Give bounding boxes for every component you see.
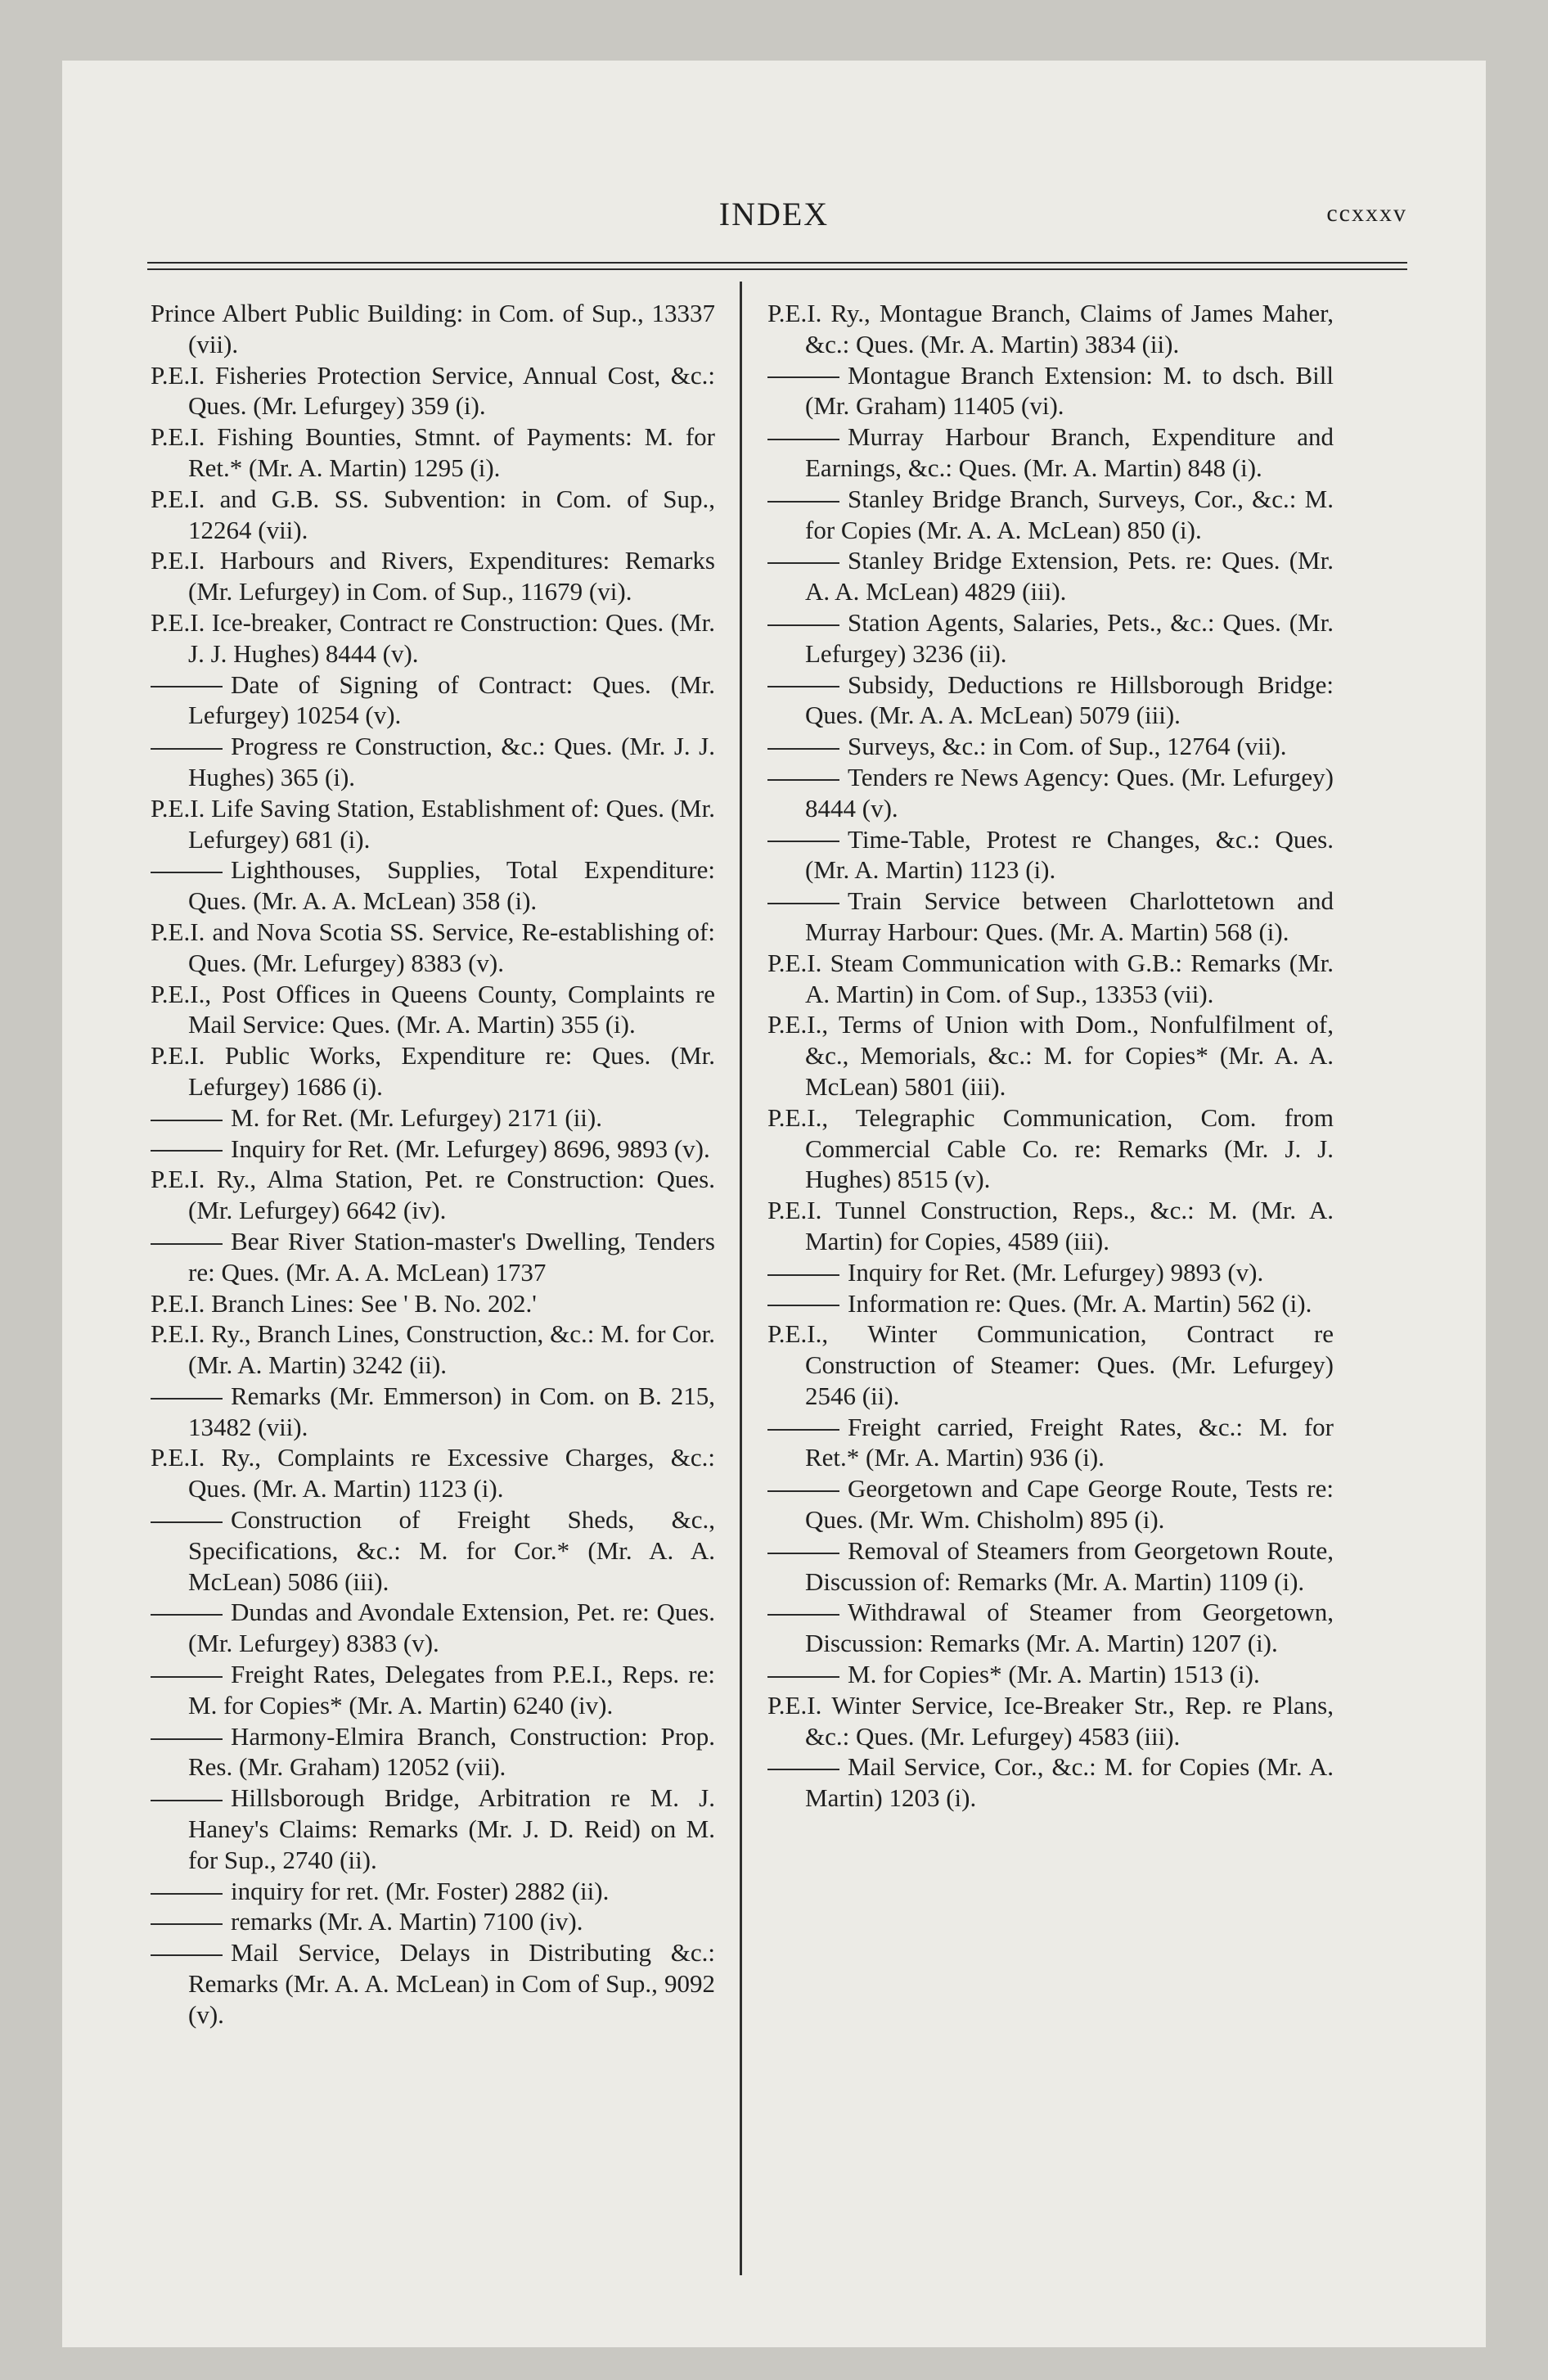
ditto-dash [767, 624, 839, 626]
index-subentry [767, 1257, 1334, 1288]
entry-text: Construction of Freight Sheds, &c., Specifications, &c.: M. for Cor.* (Mr. A. A. McLean) 5086 (iii). [188, 1505, 715, 1596]
entry-text: remarks (Mr. A. Martin) 7100 (iv). [231, 1907, 583, 1936]
entry-text: Dundas and Avondale Extension, Pet. re: Ques. (Mr. Lefurgey) 8383 (v). [188, 1598, 715, 1658]
index-subentry [767, 824, 1334, 886]
index-subentry [767, 1659, 1334, 1690]
index-subentry [767, 669, 1334, 732]
index-entry [151, 484, 715, 546]
ditto-dash [767, 686, 839, 687]
entry-text: P.E.I. Life Saving Station, Establishment of: Ques. (Mr. Lefurgey) 681 (i). [151, 793, 715, 854]
index-subentry [151, 1504, 715, 1597]
entry-text: Inquiry for Ret. (Mr. Lefurgey) 9893 (v). [848, 1257, 1264, 1287]
index-subentry [151, 1721, 715, 1783]
ditto-dash [151, 686, 223, 687]
entry-text: Removal of Steamers from Georgetown Route, Discussion of: Remarks (Mr. A. Martin) 1109 (i). [805, 1535, 1334, 1596]
ditto-dash [151, 1398, 223, 1400]
ditto-dash [767, 748, 839, 750]
index-subentry [151, 1102, 715, 1134]
index-entry [151, 1318, 715, 1381]
ditto-dash [767, 1769, 839, 1770]
index-entry [767, 1195, 1334, 1257]
running-head [62, 195, 1486, 236]
entry-text: Station Agents, Salaries, Pets., &c.: Ques. (Mr. Lefurgey) 3236 (ii). [805, 607, 1334, 668]
entry-text: P.E.I. Ry., Montague Branch, Claims of James Maher, &c.: Ques. (Mr. A. Martin) 3834 (ii). [767, 299, 1334, 358]
entry-text: Withdrawal of Steamer from Georgetown, Discussion: Remarks (Mr. A. Martin) 1207 (i). [805, 1598, 1334, 1658]
entry-text: Tenders re News Agency: Ques. (Mr. Lefurgey) 8444 (v). [805, 762, 1334, 823]
ditto-dash [151, 1243, 223, 1245]
entry-text: M. for Ret. (Mr. Lefurgey) 2171 (ii). [231, 1102, 602, 1132]
entry-text: P.E.I. Fishing Bounties, Stmnt. of Payments: M. for Ret.* (Mr. A. Martin) 1295 (i). [151, 422, 715, 482]
index-entry [151, 421, 715, 484]
entry-text: P.E.I., Post Offices in Queens County, Complaints re Mail Service: Ques. (Mr. A. Martin) 355 (i). [151, 979, 715, 1039]
index-subentry [767, 607, 1334, 669]
entry-text: P.E.I. Ry., Branch Lines, Construction, &c.: M. for Cor. (Mr. A. Martin) 3242 (ii). [151, 1319, 715, 1380]
entry-text: inquiry for ret. (Mr. Foster) 2882 (ii). [231, 1876, 610, 1905]
index-entry [151, 1442, 715, 1504]
right-column [767, 298, 1334, 1814]
entry-text: P.E.I. Winter Service, Ice-Breaker Str., Rep. re Plans, &c.: Ques. (Mr. Lefurgey) 4583 (iii). [767, 1690, 1334, 1751]
index-entry [151, 1164, 715, 1226]
index-subentry [767, 421, 1334, 484]
ditto-dash [151, 1120, 223, 1121]
ditto-dash [151, 1614, 223, 1616]
ditto-dash [151, 1150, 223, 1152]
entry-text: Stanley Bridge Extension, Pets. re: Ques. (Mr. A. A. McLean) 4829 (iii). [805, 546, 1334, 606]
index-subentry [151, 1906, 715, 1937]
entry-text: P.E.I. Fisheries Protection Service, Annual Cost, &c.: Ques. (Mr. Lefurgey) 359 (i). [151, 360, 715, 421]
entry-text: Freight Rates, Delegates from P.E.I., Reps. re: M. for Copies* (Mr. A. Martin) 6240 (iv). [188, 1660, 715, 1720]
index-subentry [151, 1937, 715, 2030]
index-subentry [151, 1134, 715, 1165]
index-entry [151, 607, 715, 669]
entry-text: Subsidy, Deductions re Hillsborough Bridge: Ques. (Mr. A. A. McLean) 5079 (iii). [805, 669, 1334, 730]
entry-text: Inquiry for Ret. (Mr. Lefurgey) 8696, 9893 (v). [231, 1134, 710, 1163]
index-subentry [151, 1597, 715, 1659]
index-subentry [767, 1412, 1334, 1474]
entry-text: P.E.I., Telegraphic Communication, Com. from Commercial Cable Co. re: Remarks (Mr. J. J. Hughes) 8515 (v). [767, 1102, 1334, 1194]
index-subentry [767, 731, 1334, 762]
index-page [62, 61, 1486, 2347]
entry-text: Mail Service, Cor., &c.: M. for Copies (Mr. A. Martin) 1203 (i). [805, 1752, 1334, 1813]
index-entry [151, 298, 715, 360]
index-subentry [767, 1288, 1334, 1319]
entry-text: P.E.I. Public Works, Expenditure re: Ques. (Mr. Lefurgey) 1686 (i). [151, 1041, 715, 1101]
index-entry [151, 1288, 715, 1319]
ditto-dash [767, 1305, 839, 1306]
entry-text: Georgetown and Cape George Route, Tests re: Ques. (Mr. Wm. Chisholm) 895 (i). [805, 1474, 1334, 1535]
ditto-dash [767, 562, 839, 564]
index-entry [151, 1040, 715, 1102]
index-subentry [151, 731, 715, 793]
entry-text: Train Service between Charlottetown and Murray Harbour: Ques. (Mr. A. Martin) 568 (i). [805, 886, 1334, 946]
index-subentry [151, 1659, 715, 1721]
ditto-dash [767, 841, 839, 842]
index-subentry [151, 1783, 715, 1875]
page-number: ccxxxv [1326, 200, 1407, 227]
ditto-dash [151, 1521, 223, 1523]
entry-text: Mail Service, Delays in Distributing &c.: Remarks (Mr. A. A. McLean) in Com of Sup., 9092 (v). [188, 1938, 715, 2029]
index-entry [767, 1690, 1334, 1752]
index-subentry [767, 545, 1334, 607]
index-entry [767, 948, 1334, 1010]
entry-text: Hillsborough Bridge, Arbitration re M. J. Haney's Claims: Remarks (Mr. J. D. Reid) on M. for Sup., 2740 (ii). [188, 1783, 715, 1874]
ditto-dash [767, 501, 839, 503]
header-rule-bottom [147, 268, 1407, 270]
column-divider [740, 282, 742, 2275]
entry-text: Time-Table, Protest re Changes, &c.: Ques. (Mr. A. Martin) 1123 (i). [805, 824, 1334, 885]
index-subentry [767, 360, 1334, 422]
entry-text: Murray Harbour Branch, Expenditure and Earnings, &c.: Ques. (Mr. A. Martin) 848 (i). [805, 422, 1334, 482]
entry-text: P.E.I. Tunnel Construction, Reps., &c.: M. (Mr. A. Martin) for Copies, 4589 (iii). [767, 1196, 1334, 1255]
entry-text: Prince Albert Public Building: in Com. of Sup., 13337 (vii). [151, 299, 715, 358]
entry-text: Lighthouses, Supplies, Total Expenditure: Ques. (Mr. A. A. McLean) 358 (i). [188, 855, 715, 916]
index-entry [151, 917, 715, 979]
index-entry [767, 298, 1334, 360]
ditto-dash [151, 1893, 223, 1895]
entry-text: Stanley Bridge Branch, Surveys, Cor., &c.: M. for Copies (Mr. A. A. McLean) 850 (i). [805, 484, 1334, 544]
ditto-dash [151, 1676, 223, 1678]
index-subentry [151, 854, 715, 917]
entry-text: Remarks (Mr. Emmerson) in Com. on B. 215, 13482 (vii). [188, 1381, 715, 1441]
entry-text: P.E.I. and G.B. SS. Subvention: in Com. of Sup., 12264 (vii). [151, 484, 715, 544]
index-entry [767, 1318, 1334, 1411]
ditto-dash [151, 872, 223, 873]
index-entry [151, 793, 715, 855]
index-subentry [767, 1751, 1334, 1814]
index-subentry [767, 1535, 1334, 1598]
entry-text: P.E.I. Branch Lines: See ' B. No. 202.' [151, 1288, 537, 1318]
ditto-dash [767, 1490, 839, 1492]
entry-text: P.E.I. Ry., Complaints re Excessive Charges, &c.: Ques. (Mr. A. Martin) 1123 (i). [151, 1443, 715, 1503]
index-entry [767, 1102, 1334, 1195]
page-title: INDEX [718, 196, 830, 232]
entry-text: Harmony-Elmira Branch, Construction: Prop. Res. (Mr. Graham) 12052 (vii). [188, 1721, 715, 1782]
entry-text: P.E.I. and Nova Scotia SS. Service, Re-establishing of: Ques. (Mr. Lefurgey) 8383 (v). [151, 917, 715, 977]
ditto-dash [767, 1274, 839, 1276]
index-subentry [767, 1597, 1334, 1659]
index-subentry [767, 1473, 1334, 1535]
header-rule-top [147, 262, 1407, 264]
entry-text: P.E.I. Steam Communication with G.B.: Remarks (Mr. A. Martin) in Com. of Sup., 13353 (vii). [767, 948, 1334, 1008]
ditto-dash [767, 903, 839, 904]
ditto-dash [767, 1429, 839, 1431]
index-entry [151, 360, 715, 422]
ditto-dash [151, 1923, 223, 1925]
entry-text: Information re: Ques. (Mr. A. Martin) 562 (i). [848, 1288, 1312, 1318]
ditto-dash [767, 1676, 839, 1678]
entry-text: Date of Signing of Contract: Ques. (Mr. Lefurgey) 10254 (v). [188, 669, 715, 730]
index-entry [767, 1009, 1334, 1102]
entry-text: P.E.I. Ice-breaker, Contract re Construction: Ques. (Mr. J. J. Hughes) 8444 (v). [151, 607, 715, 668]
index-subentry [151, 1226, 715, 1288]
index-subentry [767, 762, 1334, 824]
entry-text: P.E.I. Ry., Alma Station, Pet. re Construction: Ques. (Mr. Lefurgey) 6642 (iv). [151, 1165, 715, 1225]
ditto-dash [767, 1553, 839, 1554]
ditto-dash [151, 1800, 223, 1801]
ditto-dash [767, 1614, 839, 1616]
index-subentry [151, 669, 715, 732]
index-subentry [151, 1381, 715, 1443]
entry-text: Montague Branch Extension: M. to dsch. Bill (Mr. Graham) 11405 (vi). [805, 360, 1334, 421]
ditto-dash [151, 748, 223, 750]
entry-text: Surveys, &c.: in Com. of Sup., 12764 (vii). [848, 732, 1287, 761]
entry-text: P.E.I. Harbours and Rivers, Expenditures: Remarks (Mr. Lefurgey) in Com. of Sup., 11679 (vi). [151, 546, 715, 606]
entry-text: Freight carried, Freight Rates, &c.: M. for Ret.* (Mr. A. Martin) 936 (i). [805, 1412, 1334, 1472]
index-subentry [151, 1876, 715, 1907]
ditto-dash [767, 779, 839, 781]
index-entry [151, 979, 715, 1041]
entry-text: Progress re Construction, &c.: Ques. (Mr. J. J. Hughes) 365 (i). [188, 732, 715, 791]
entry-text: P.E.I., Winter Communication, Contract re Construction of Steamer: Ques. (Mr. Lefurgey) 2546 (ii). [767, 1319, 1334, 1410]
index-subentry [767, 484, 1334, 546]
ditto-dash [767, 376, 839, 378]
entry-text: M. for Copies* (Mr. A. Martin) 1513 (i). [848, 1660, 1260, 1689]
left-column [151, 298, 715, 2031]
index-entry [151, 545, 715, 607]
ditto-dash [151, 1738, 223, 1740]
index-subentry [767, 886, 1334, 948]
ditto-dash [151, 1954, 223, 1956]
entry-text: P.E.I., Terms of Union with Dom., Nonfulfilment of, &c., Memorials, &c.: M. for Copies* (Mr. A. A. McLean) 5801 (iii). [767, 1010, 1334, 1101]
ditto-dash [767, 439, 839, 440]
entry-text: Bear River Station-master's Dwelling, Tenders re: Ques. (Mr. A. A. McLean) 1737 [188, 1226, 715, 1287]
